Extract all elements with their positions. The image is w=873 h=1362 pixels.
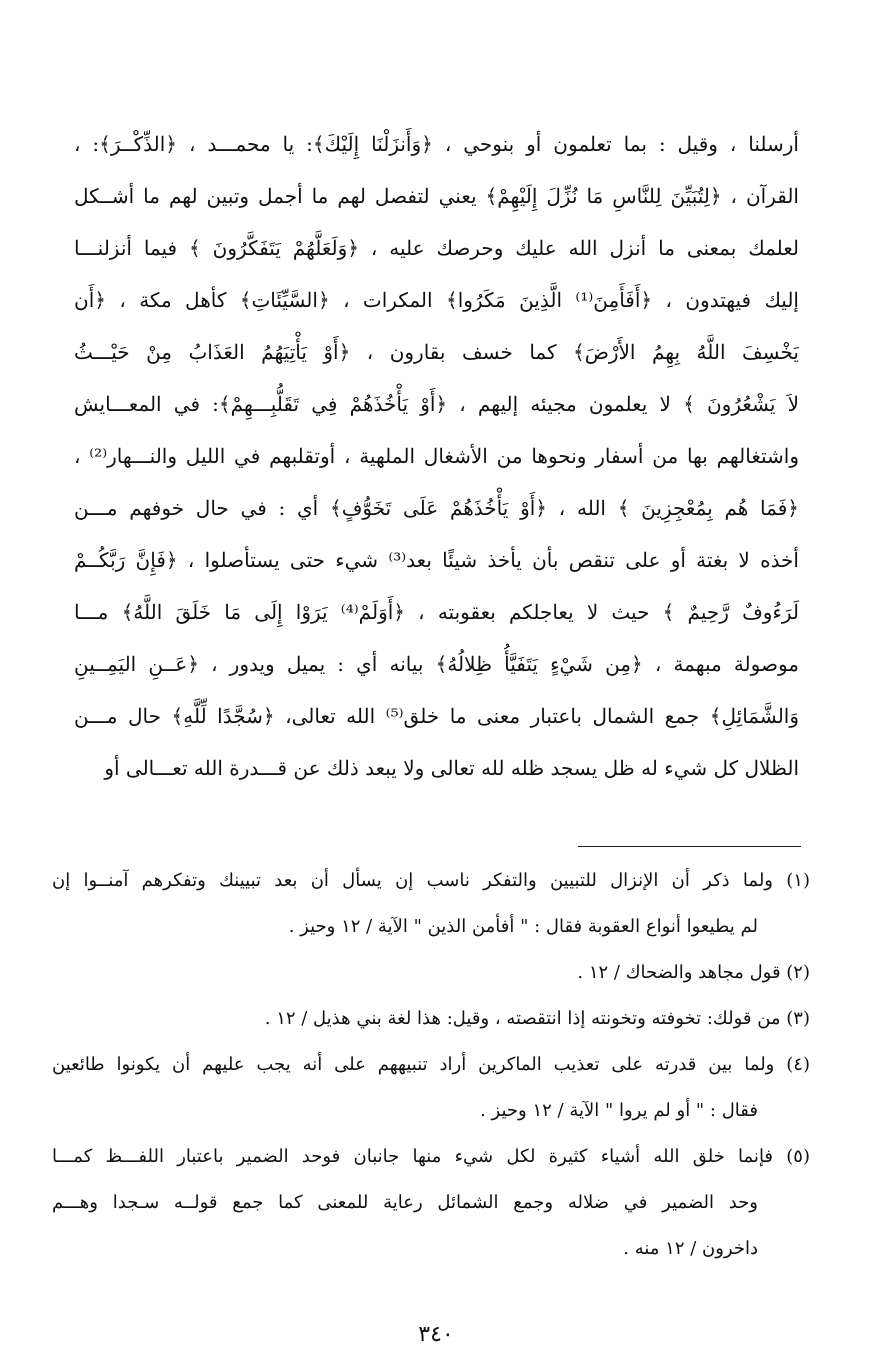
footnote-line: لم يطيعوا أنواع العقوبة فقال : " أفأمن الذين " الآية / ١٢ وحيز .: [288, 916, 758, 937]
text-line: الظلال كل شيء له ظل يسجد ظله لله تعالى ولا يبعد ذلك عن قـــدرة الله تعـــالى أو: [104, 756, 799, 780]
footnotes: [52, 858, 810, 1272]
text-line: لعلمك بمعنى ما أنزل الله عليك وحرصك عليه ، ﴿وَلَعَلَّهُمْ يَتَفَكَّرُونَ ﴾ فيما أنزلنـــا: [74, 236, 799, 260]
footnote-line: داخرون / ١٢ منه .: [623, 1238, 758, 1259]
text-line: لَرَءُوفٌ رَّحِيمٌ ﴾ حيث لا يعاجلكم بعقوبته ، ﴿أَوَلَمْ⁽⁴⁾ يَرَوْا إِلَى مَا خَلَقَ اللَّهُ﴾ مـــا: [74, 600, 799, 624]
text-line: وَالشَّمَائِلِ﴾ جمع الشمال باعتبار معنى ما خلق⁽⁵⁾ الله تعالى، ﴿سُجَّدًا لِّلَّهِ﴾ حال مـــن: [74, 704, 799, 728]
footnote-line: (٤) ولما بين قدرته على تعذيب الماكرين أراد تنبيههم على أنه يجب عليهم أن يكونوا طائعين: [52, 1054, 810, 1075]
footnote-divider: [578, 846, 801, 847]
text-line: القرآن ، ﴿لِتُبَيِّنَ لِلنَّاسِ مَا نُزِّلَ إِلَيْهِمْ﴾ يعني لتفصل لهم ما أجمل وتبين لهم ما أشــكل: [74, 184, 799, 208]
footnote-1: [52, 858, 810, 950]
footnote-3: [52, 996, 810, 1042]
text-line: واشتغالهم بها من أسفار ونحوها من الأشغال الملهية ، أوتقلبهم في الليل والنـــهار⁽²⁾ ،: [74, 444, 799, 468]
footnote-line: وحد الضمير في ضلاله وجمع الشمائل رعاية للمعنى كما جمع قولــه سـجدا وهـــم: [52, 1192, 758, 1213]
text-line: إليك فيهتدون ، ﴿أَفَأَمِنَ⁽¹⁾ الَّذِينَ مَكَرُوا﴾ المكرات ، ﴿السَّيِّئَاتِ﴾ كأهل مكة ، ﴿أَن: [74, 288, 799, 312]
footnote-4: [52, 1042, 810, 1134]
main-text: [74, 118, 799, 794]
text-line: أخذه لا بغتة أو على تنقص بأن يأخذ شيئًا بعد⁽³⁾ شيء حتى يستأصلوا ، ﴿فَإِنَّ رَبَّكُــمْ: [74, 548, 799, 572]
text-line: لاَ يَشْعُرُونَ ﴾ لا يعلمون مجيئه إليهم ، ﴿أَوْ يَأْخُذَهُمْ فِي تَقَلُّبِـــهِمْ﴾: في المعـــايش: [74, 392, 799, 416]
footnote-5: [52, 1134, 810, 1272]
text-line: موصولة مبهمة ، ﴿مِن شَيْءٍ يَتَفَيَّأُ ظِلالُهُ﴾ بيانه أي : يميل ويدور ، ﴿عَــنِ اليَمِــينِ: [74, 652, 799, 676]
footnote-line: (٥) فإنما خلق الله أشياء كثيرة لكل شيء منها جانبان فوحد الضمير باعتبار اللفـــظ كمـــا: [52, 1146, 810, 1167]
text-line: يَخْسِفَ اللَّهُ بِهِمُ الأَرْضَ﴾ كما خسف بقارون ، ﴿أَوْ يَأْتِيَهُمُ العَذَابُ مِنْ حَيْـــثُ: [74, 340, 799, 364]
footnote-2: [52, 950, 810, 996]
footnote-line: (١) ولما ذكر أن الإنزال للتبيين والتفكر ناسب إن يسأل أن بعد تبيينك وتفكرهم آمنــوا إن: [52, 870, 810, 891]
text-line: ﴿فَمَا هُم بِمُعْجِزِينَ ﴾ الله ، ﴿أَوْ يَأْخُذَهُمْ عَلَى تَخَوُّفٍ﴾ أي : في حال خوفهم مـــن: [74, 496, 799, 520]
footnote-line: (٣) من قولك: تخوفته وتخونته إذا انتقصته ، وقيل: هذا لغة بني هذيل / ١٢ .: [264, 1008, 810, 1029]
footnote-line: (٢) قول مجاهد والضحاك / ١٢ .: [577, 962, 810, 983]
footnote-line: فقال : " أو لم يروا " الآية / ١٢ وحيز .: [480, 1100, 758, 1121]
text-line: أرسلنا ، وقيل : بما تعلمون أو بنوحي ، ﴿وَأَنزَلْنَا إِلَيْكَ﴾: يا محمـــد ، ﴿الذِّكْــرَ﴾: ،: [74, 132, 799, 156]
page-number: ٣٤٠: [418, 1322, 454, 1347]
